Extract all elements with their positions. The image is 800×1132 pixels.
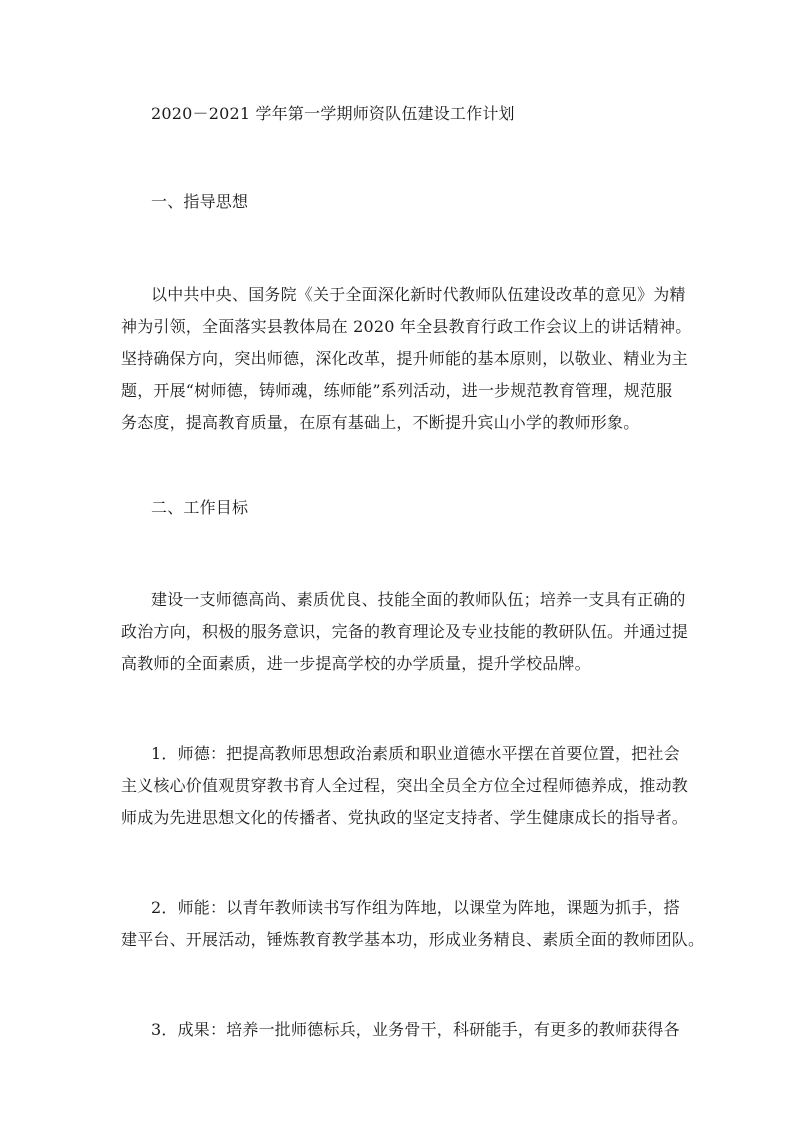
section-heading-work-goals: 二、工作目标 (151, 498, 249, 517)
list-item-line: 1．师德：把提高教师思想政治素质和职业道德水平摆在首要位置，把社会 (151, 744, 680, 763)
paragraph-line: 建设一支师德高尚、素质优良、技能全面的教师队伍；培养一支具有正确的 (151, 590, 686, 609)
list-item-line: 主义核心价值观贯穿教书育人全过程，突出全员全方位全过程师德养成，推动教 (121, 776, 689, 795)
list-item-line: 建平台、开展活动，锤炼教育教学基本功，形成业务精良、素质全面的教师团队。 (121, 930, 705, 949)
paragraph-line: 政治方向，积极的服务意识，完备的教育理论及专业技能的教研队伍。并通过提 (121, 622, 689, 641)
paragraph-line: 以中共中央、国务院《关于全面深化新时代教师队伍建设改革的意见》为精 (151, 285, 686, 304)
paragraph-line: 神为引领，全面落实县教体局在 2020 年全县教育行政工作会议上的讲话精神。 (121, 317, 692, 336)
paragraph-line: 坚持确保方向，突出师德，深化改革，提升师能的基本原则，以敬业、精业为主 (121, 349, 689, 368)
section-heading-guiding-ideology: 一、指导思想 (151, 192, 249, 211)
paragraph-line: 高教师的全面素质，进一步提高学校的办学质量，提升学校品牌。 (121, 654, 591, 673)
list-item-line: 2．师能：以青年教师读书写作组为阵地，以课堂为阵地，课题为抓手，搭 (151, 898, 680, 917)
list-item-line: 3．成果：培养一批师德标兵，业务骨干，科研能手，有更多的教师获得各 (151, 1020, 680, 1039)
list-item-line: 师成为先进思想文化的传播者、党执政的坚定支持者、学生健康成长的指导者。 (121, 808, 689, 827)
page-title: 2020－2021 学年第一学期师资队伍建设工作计划 (151, 104, 515, 123)
paragraph-line: 务态度，提高教育质量，在原有基础上，不断提升宾山小学的教师形象。 (121, 413, 640, 432)
paragraph-line: 题，开展“树师德，铸师魂，练师能”系列活动，进一步规范教育管理，规范服 (121, 381, 673, 400)
